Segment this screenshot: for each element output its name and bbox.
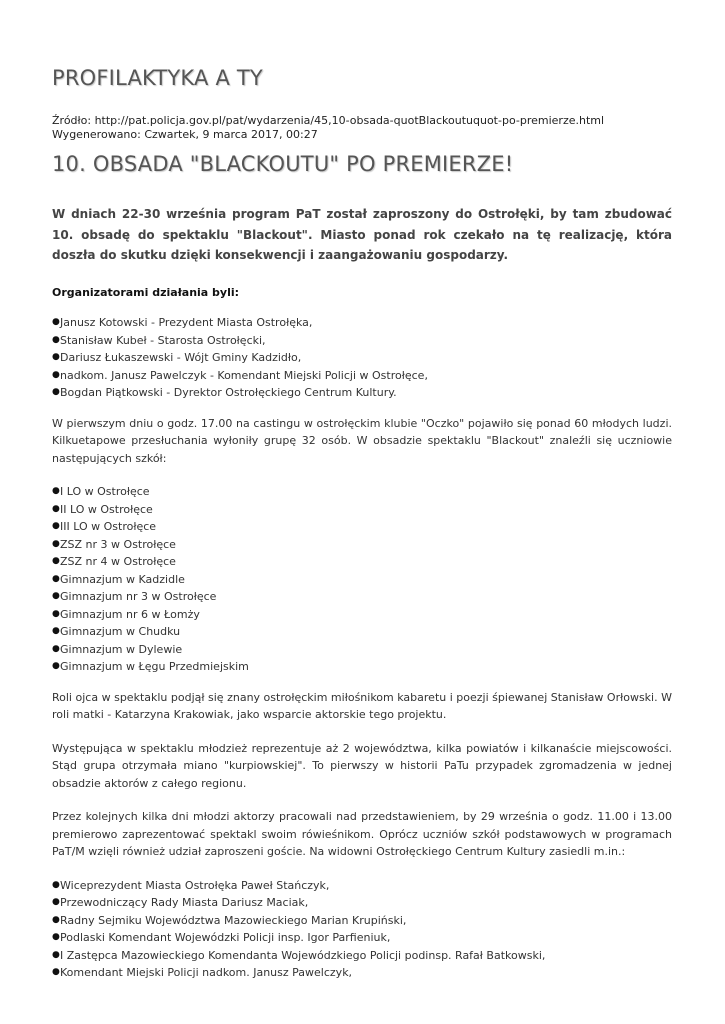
list-item-text: Gimnazjum w Łęgu Przedmiejskim — [60, 660, 249, 673]
list-item — [52, 536, 672, 554]
organizers-list — [52, 314, 672, 402]
list-item — [52, 349, 672, 367]
list-item — [52, 912, 672, 930]
list-item — [52, 641, 672, 659]
bullet-icon: ● — [52, 932, 60, 942]
bullet-icon: ● — [52, 556, 60, 566]
bullet-icon: ● — [52, 591, 60, 601]
list-item — [52, 483, 672, 501]
article-body — [52, 204, 672, 995]
list-item — [52, 518, 672, 536]
list-item-text: Dariusz Łukaszewski - Wójt Gminy Kadzidło, — [60, 351, 302, 364]
list-item-text: III LO w Ostrołęce — [60, 520, 157, 533]
bullet-icon: ● — [52, 573, 60, 584]
list-item-text: Gimnazjum w Dylewie — [60, 642, 183, 656]
lead-paragraph: W dniach 22-30 września program PaT został zaproszony do Ostrołęki, by tam zbudować 10. obsadę do spektaklu "Blackout". Miasto ponad rok czekało na tę realizację, która doszła do skutku dzięki konsekwencji i zaangażowaniu gospodarzy. — [52, 207, 672, 262]
list-item — [52, 367, 672, 385]
list-item-text: Przewodniczący Rady Miasta Dariusz Maciak, — [60, 896, 309, 909]
bullet-icon: ● — [52, 897, 60, 907]
list-item — [52, 623, 672, 641]
roles-paragraph: Roli ojca w spektaklu podjął się znany ostrołęckim miłośnikom kabaretu i poezji śpiewanej Stanisław Orłowski. W roli matki - Katarzyna Krakowiak, jako wsparcie aktorskie tego projektu. — [52, 690, 672, 721]
list-item-text: Podlaski Komendant Wojewódzki Policji insp. Igor Parfieniuk, — [60, 931, 391, 944]
site-title: PROFILAKTYKA A TY — [52, 66, 263, 90]
casting-paragraph: W pierwszym dniu o godz. 17.00 na castingu w ostrołęckim klubie "Oczko" pojawiło się ponad 60 młodych ludzi. Kilkuetapowe przesłuchania wyłoniły grupę 32 osób. W obsadzie spektaklu "Blackout" znaleźli się uczniowie następujących szkół: — [52, 416, 672, 465]
list-item-text: Komendant Miejski Policji nadkom. Janusz Pawelczyk, — [60, 966, 353, 979]
organizers-heading: Organizatorami działania byli: — [52, 285, 240, 299]
bullet-icon: ● — [52, 503, 60, 514]
guests-list — [52, 877, 672, 982]
list-item — [52, 658, 672, 676]
region-paragraph: Występująca w spektaklu młodzież reprezentuje aż 2 województwa, kilka powiatów i kilkanaście miejscowości. Stąd grupa otrzymała miano "kurpiowskiej". To pierwszy w historii PaTu przypadek zgromadzenia w jednej obsadzie aktorów z całego regionu. — [52, 741, 672, 790]
generated-line: Wygenerowano: Czwartek, 9 marca 2017, 00:27 — [52, 128, 318, 141]
bullet-icon: ● — [52, 538, 60, 549]
bullet-icon: ● — [52, 369, 60, 380]
bullet-icon: ● — [52, 643, 60, 654]
list-item-text: Gimnazjum w Kadzidle — [60, 572, 185, 586]
list-item-text: ZSZ nr 4 w Ostrołęce — [60, 555, 176, 568]
list-item — [52, 964, 672, 982]
list-item-text: Gimnazjum nr 6 w Łomży — [60, 607, 200, 621]
article-title: 10. OBSADA "BLACKOUTU" PO PREMIERZE! — [52, 152, 514, 176]
bullet-icon: ● — [52, 967, 60, 977]
list-item — [52, 553, 672, 571]
list-item — [52, 501, 672, 519]
bullet-icon: ● — [52, 334, 60, 345]
list-item-text: nadkom. Janusz Pawelczyk - Komendant Miejski Policji w Ostrołęce, — [60, 368, 428, 382]
list-item-text: Janusz Kotowski - Prezydent Miasta Ostrołęka, — [60, 316, 313, 329]
bullet-icon: ● — [52, 387, 60, 397]
list-item — [52, 314, 672, 332]
list-item-text: II LO w Ostrołęce — [60, 502, 153, 516]
premiere-paragraph: Przez kolejnych kilka dni młodzi aktorzy pracowali nad przedstawieniem, by 29 września o godz. 11.00 i 13.00 premierowo zaprezentować spektakl swoim rówieśnikom. Oprócz uczniów szkół podstawowych w programach PaT/M wzięli również udział zaproszeni goście. Na widowni Ostrołęckiego Centrum Kultury zasiedli m.in.: — [52, 810, 672, 858]
list-item-text: ZSZ nr 3 w Ostrołęce — [60, 537, 176, 551]
list-item-text: Gimnazjum w Chudku — [60, 625, 181, 638]
schools-list — [52, 483, 672, 676]
list-item — [52, 384, 672, 402]
bullet-icon: ● — [52, 486, 60, 496]
bullet-icon: ● — [52, 626, 60, 636]
list-item-text: Wiceprezydent Miasta Ostrołęka Paweł Stańczyk, — [60, 878, 330, 892]
list-item-text: I LO w Ostrołęce — [60, 485, 150, 498]
list-item-text: Radny Sejmiku Województwa Mazowieckiego Marian Krupiński, — [60, 913, 407, 927]
list-item — [52, 877, 672, 895]
bullet-icon: ● — [52, 661, 60, 671]
list-item — [52, 571, 672, 589]
document-meta — [52, 114, 604, 142]
bullet-icon: ● — [52, 914, 60, 925]
list-item — [52, 588, 672, 606]
list-item-text: Bogdan Piątkowski - Dyrektor Ostrołęckiego Centrum Kultury. — [60, 386, 397, 399]
list-item — [52, 332, 672, 350]
list-item — [52, 606, 672, 624]
bullet-icon: ● — [52, 949, 60, 960]
bullet-icon: ● — [52, 317, 60, 327]
list-item — [52, 947, 672, 965]
bullet-icon: ● — [52, 879, 60, 890]
bullet-icon: ● — [52, 521, 60, 531]
list-item-text: Gimnazjum nr 3 w Ostrołęce — [60, 590, 217, 603]
bullet-icon: ● — [52, 608, 60, 619]
source-line: Źródło: http://pat.policja.gov.pl/pat/wydarzenia/45,10-obsada-quotBlackoutuquot-po-premierze.html — [52, 114, 605, 127]
list-item-text: I Zastępca Mazowieckiego Komendanta Wojewódzkiego Policji podinsp. Rafał Batkowski, — [60, 948, 546, 962]
list-item-text: Stanisław Kubeł - Starosta Ostrołęcki, — [60, 333, 266, 347]
list-item — [52, 894, 672, 912]
list-item — [52, 929, 672, 947]
bullet-icon: ● — [52, 352, 60, 362]
